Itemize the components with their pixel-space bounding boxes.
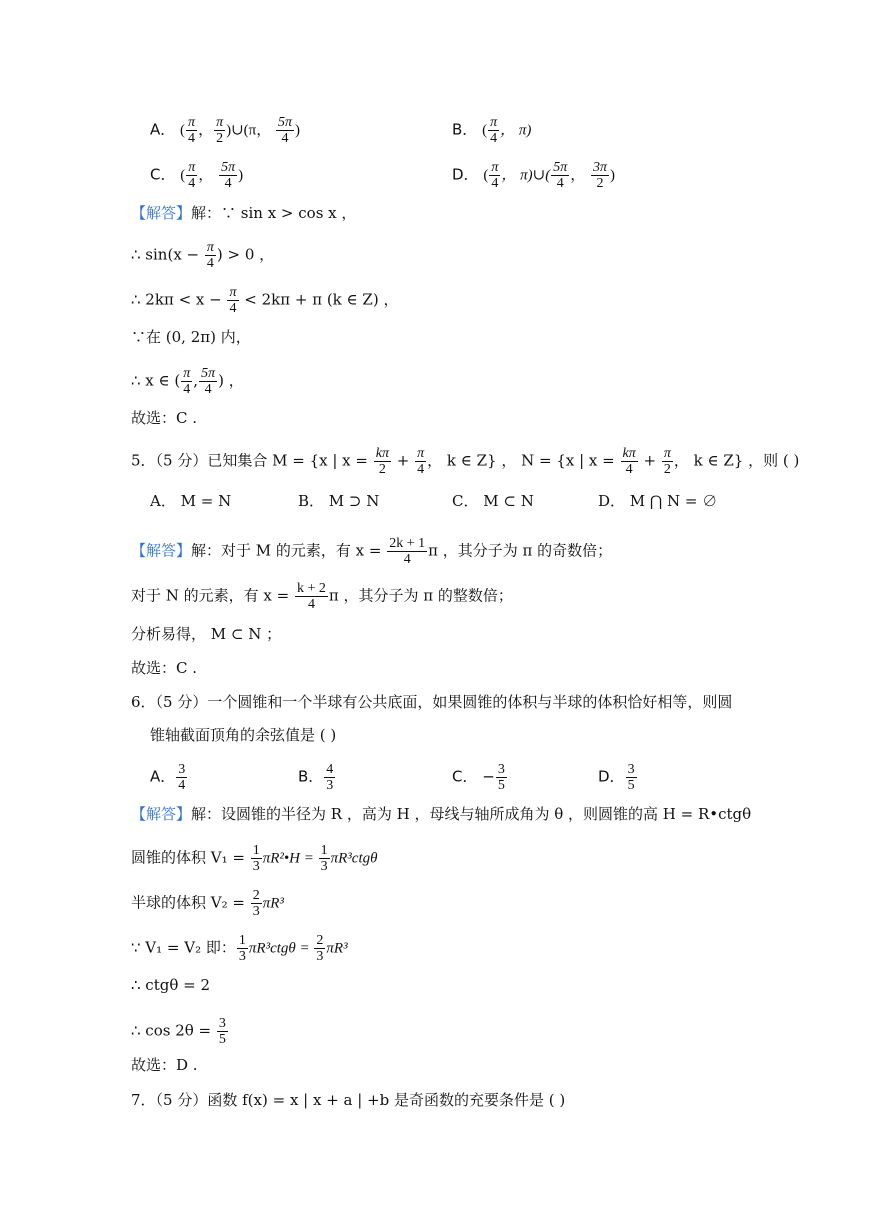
- fraction: [551, 160, 569, 191]
- denominator: 4: [229, 301, 237, 316]
- q6-answer-line-4: [131, 933, 348, 964]
- question-text: ， k ∈ Z} ，则 ( ): [673, 451, 800, 470]
- paren: ): [238, 167, 244, 184]
- numerator: π: [490, 115, 498, 130]
- q6-option-a: [150, 762, 188, 793]
- fraction: [186, 115, 197, 146]
- denominator: 4: [281, 131, 289, 146]
- numerator: π: [229, 285, 237, 300]
- fraction: [219, 160, 237, 191]
- denominator: 2: [216, 131, 224, 146]
- math-text: ∴ 2kπ < x −: [131, 290, 227, 309]
- q4-answer-choice: 故选：C .: [131, 409, 198, 427]
- answer-tag: 【解答】: [131, 204, 192, 222]
- numerator: 1: [238, 933, 246, 948]
- numerator: 3π: [592, 160, 607, 175]
- fraction: [374, 446, 391, 477]
- numerator: k + 2: [297, 581, 326, 596]
- separator: ，: [198, 165, 219, 184]
- q4-answer-line-1: [131, 203, 356, 223]
- fraction: [251, 843, 262, 874]
- q6-answer-line-5: ∴ ctgθ = 2: [131, 976, 211, 994]
- denominator: 4: [417, 462, 425, 477]
- q5-option-a: A． M = N: [150, 492, 232, 510]
- q5-answer-line-2: [131, 581, 513, 612]
- separator: ，: [570, 165, 590, 184]
- denominator: 4: [490, 131, 498, 146]
- q6-answer-line-2: [131, 843, 378, 874]
- math-text: ， π)∪(: [501, 167, 551, 184]
- q4-answer-line-2: [131, 240, 274, 271]
- answer-text: 对于 N 的元素，有 x =: [131, 586, 294, 605]
- math-text: < 2kπ + π (k ∈ Z) ，: [239, 290, 399, 309]
- math-text: ∴ cos 2θ =: [131, 1021, 216, 1040]
- fraction: [176, 762, 187, 793]
- numerator: 1: [320, 843, 328, 858]
- q6-answer-line-3: [131, 888, 284, 919]
- numerator: 3: [627, 762, 635, 777]
- numerator: kπ: [375, 446, 389, 461]
- numerator: π: [206, 240, 214, 255]
- answer-text: π ，其分子为 π 的整数倍；: [328, 586, 513, 605]
- q4-option-b: [452, 115, 531, 146]
- denominator: 3: [316, 949, 324, 964]
- math-text: ， π): [500, 122, 532, 139]
- paren: (: [180, 167, 186, 184]
- answer-text: 解：对于 M 的元素，有 x =: [191, 541, 387, 560]
- denominator: 2: [596, 176, 604, 191]
- paren: (: [180, 122, 186, 139]
- q5-question: [131, 446, 799, 477]
- fraction: [227, 285, 238, 316]
- numerator: 1: [252, 843, 260, 858]
- q5-option-c: C． M ⊂ N: [452, 492, 534, 510]
- q4-option-a: [150, 115, 300, 146]
- numerator: 3: [178, 762, 186, 777]
- q5-answer-line-1: [131, 536, 612, 567]
- numerator: π: [491, 160, 499, 175]
- q5-option-b: B． M ⊃ N: [298, 492, 380, 510]
- q5-answer-line-3: 分析易得， M ⊂ N ；: [131, 625, 282, 643]
- denominator: 3: [252, 859, 260, 874]
- answer-tag: 【解答】: [131, 805, 192, 823]
- q4-option-c: [150, 160, 243, 191]
- math-text: πR³: [326, 940, 348, 957]
- denominator: 5: [627, 778, 635, 793]
- operator: +: [638, 451, 661, 470]
- fraction: [205, 240, 216, 271]
- denominator: 4: [178, 778, 186, 793]
- denominator: 3: [252, 904, 260, 919]
- paren: (: [482, 122, 488, 139]
- separator: ,: [193, 371, 199, 390]
- numerator: 3: [497, 762, 505, 777]
- fraction: [489, 160, 500, 191]
- fraction: [186, 160, 197, 191]
- q6-question-line-1: 6．（5 分）一个圆锥和一个半球有公共底面，如果圆锥的体积与半球的体积恰好相等，则圆: [131, 693, 733, 711]
- fraction: [214, 115, 225, 146]
- math-text: πR²•H =: [262, 850, 318, 867]
- numerator: 2k + 1: [389, 536, 426, 551]
- denominator: 3: [238, 949, 246, 964]
- denominator: 4: [491, 176, 499, 191]
- numerator: 5π: [553, 160, 568, 175]
- math-text: ∴ sin(x −: [131, 245, 204, 264]
- option-label: B．: [298, 767, 324, 786]
- option-label: A．: [150, 767, 176, 786]
- numerator: 5π: [277, 115, 292, 130]
- q5-answer-choice: 故选：C .: [131, 659, 198, 677]
- numerator: π: [663, 446, 671, 461]
- denominator: 2: [663, 462, 671, 477]
- answer-text: 圆锥的体积 V₁ =: [131, 848, 250, 867]
- denominator: 4: [625, 462, 633, 477]
- fraction: [621, 446, 638, 477]
- option-label: B．: [452, 120, 478, 139]
- fraction: [324, 762, 335, 793]
- fraction: [251, 888, 262, 919]
- numerator: 3: [218, 1016, 226, 1031]
- answer-text: ∵ V₁ = V₂ 即：: [131, 938, 236, 957]
- q6-answer-choice: 故选：D .: [131, 1056, 198, 1074]
- q7-question: 7．（5 分）函数 f(x) = x | x + a | +b 是奇函数的充要条件是 ( ): [131, 1091, 566, 1109]
- q4-answer-line-5: [131, 366, 244, 397]
- denominator: 3: [326, 778, 334, 793]
- fraction: [237, 933, 248, 964]
- denominator: 4: [206, 256, 214, 271]
- fraction: [314, 933, 325, 964]
- option-label: C．: [150, 165, 176, 184]
- denominator: 5: [218, 1032, 226, 1047]
- separator: ，: [198, 120, 214, 139]
- fraction: [415, 446, 426, 477]
- numerator: 4: [326, 762, 334, 777]
- denominator: 4: [403, 552, 411, 567]
- fraction: [217, 1016, 228, 1047]
- numerator: 2: [252, 888, 260, 903]
- fraction: [199, 366, 217, 397]
- q4-answer-line-4: ∵在 (0, 2π) 内，: [131, 328, 251, 346]
- fraction: [496, 762, 507, 793]
- numerator: 5π: [201, 366, 216, 381]
- q6-answer-line-6: [131, 1016, 229, 1047]
- denominator: 4: [183, 382, 191, 397]
- question-text: ， k ∈ Z} ， N = {x | x =: [427, 451, 620, 470]
- answer-text: 解：∵ sin x > cos x ，: [191, 204, 357, 222]
- denominator: 4: [188, 176, 196, 191]
- q6-option-d: [598, 762, 638, 793]
- numerator: kπ: [622, 446, 636, 461]
- fraction: [662, 446, 673, 477]
- operator: +: [391, 451, 415, 470]
- q6-option-b: [298, 762, 336, 793]
- fraction: [488, 115, 499, 146]
- denominator: 4: [224, 176, 232, 191]
- numerator: 5π: [221, 160, 236, 175]
- option-label: D．: [452, 165, 479, 184]
- math-text: πR³ctgθ =: [248, 940, 314, 957]
- option-label: C． −: [452, 767, 495, 786]
- fraction: [591, 160, 609, 191]
- answer-tag: 【解答】: [131, 541, 192, 560]
- denominator: 2: [378, 462, 386, 477]
- denominator: 4: [556, 176, 564, 191]
- option-label: A．: [150, 120, 176, 139]
- denominator: 3: [320, 859, 328, 874]
- answer-text: 半球的体积 V₂ =: [131, 893, 250, 912]
- q6-option-c: [452, 762, 508, 793]
- math-text: ) ，: [218, 371, 244, 390]
- numerator: π: [417, 446, 425, 461]
- numerator: π: [183, 366, 191, 381]
- paren: ): [610, 167, 615, 184]
- numerator: π: [188, 160, 196, 175]
- q4-option-d: [452, 160, 615, 191]
- question-text: 5．（5 分）已知集合 M = {x | x =: [131, 451, 373, 470]
- q4-answer-line-3: [131, 285, 398, 316]
- math-text: )∪(π，: [226, 122, 275, 139]
- q6-answer-line-1: [131, 804, 751, 824]
- denominator: 4: [307, 597, 315, 612]
- numerator: π: [216, 115, 224, 130]
- answer-text: 解：设圆锥的半径为 R ，高为 H ，母线与轴所成角为 θ ，则圆锥的高 H = R•ctgθ: [191, 805, 752, 823]
- denominator: 4: [204, 382, 212, 397]
- fraction: [276, 115, 294, 146]
- denominator: 5: [497, 778, 505, 793]
- fraction: [387, 536, 427, 567]
- answer-text: π ，其分子为 π 的奇数倍；: [428, 541, 613, 560]
- fraction: [319, 843, 330, 874]
- denominator: 4: [188, 131, 196, 146]
- q5-option-d: D． M ⋂ N = ∅: [598, 492, 718, 510]
- fraction: [626, 762, 637, 793]
- option-label: D．: [598, 767, 625, 786]
- q6-question-line-2: 锥轴截面顶角的余弦值是 ( ): [150, 726, 337, 744]
- fraction: [295, 581, 328, 612]
- math-text: ) > 0 ，: [216, 245, 275, 264]
- math-text: πR³: [262, 895, 284, 912]
- numerator: π: [188, 115, 196, 130]
- numerator: 2: [316, 933, 324, 948]
- fraction: [181, 366, 192, 397]
- math-text: πR³ctgθ: [330, 850, 378, 867]
- math-text: ∴ x ∈ (: [131, 371, 181, 390]
- paren: (: [483, 167, 489, 184]
- paren: ): [295, 122, 300, 139]
